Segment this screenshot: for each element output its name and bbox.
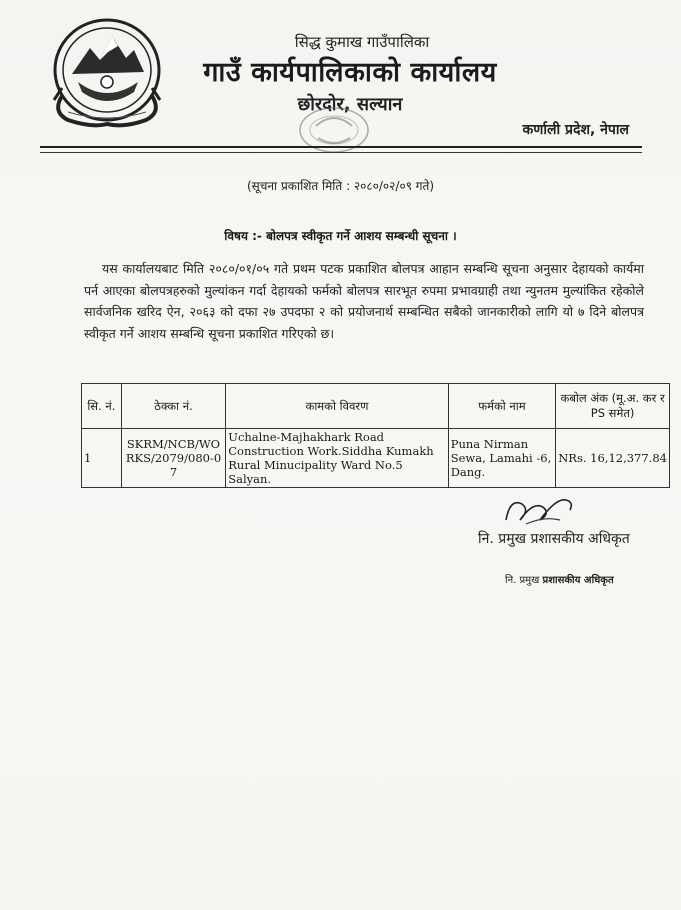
signatory-title: नि. प्रमुख प्रशासकीय अधिकृत (478, 531, 630, 547)
tender-table (81, 383, 670, 488)
office-name: गाउँ कार्यपालिकाको कार्यालय (203, 57, 497, 88)
table-row (82, 429, 670, 488)
col-header-contract-no: ठेक्का नं. (121, 384, 225, 429)
published-date: (सूचना प्रकाशित मिति : २०८०/०२/०९ गते) (246, 179, 435, 193)
header-divider-thick (40, 146, 642, 148)
cell-firm: Puna Nirman Sewa, Lamahi -6, Dang. (448, 429, 556, 488)
office-location: छोरदोर, सल्यान (297, 94, 403, 115)
col-header-amount: कबोल अंक (मू.अ. कर र PS समेत) (556, 384, 670, 429)
cell-sn: 1 (82, 429, 122, 488)
notice-body (84, 258, 644, 344)
signatory-stamp-bold: प्रशासकीय अधिकृत (542, 575, 614, 586)
col-header-sn: सि. नं. (82, 384, 122, 429)
handwritten-signature (500, 490, 580, 530)
government-emblem-icon (42, 12, 172, 132)
signatory-stamp (505, 572, 614, 586)
province-name: कर्णाली प्रदेश, नेपाल (522, 122, 629, 138)
cell-description: Uchalne-Majhakhark Road Construction Work.Siddha Kumakh Rural Minucipality Ward No.5 Salyan. (226, 429, 448, 488)
municipality-name: सिद्ध कुमाख गाउँपालिका (294, 33, 430, 51)
col-header-firm: फर्मको नाम (448, 384, 556, 429)
header-divider-thin (40, 152, 642, 153)
col-header-description: कामको विवरण (226, 384, 448, 429)
cell-amount: NRs. 16,12,377.84 (556, 429, 670, 488)
notice-subject: विषय :- बोलपत्र स्वीकृत गर्ने आशय सम्बन्धी सूचना । (224, 229, 457, 243)
table-header-row (82, 384, 670, 429)
signatory-stamp-prefix: नि. प्रमुख (505, 575, 543, 586)
notice-body-text: यस कार्यालयबाट मिति २०८०/०१/०५ गते प्रथम पटक प्रकाशित बोलपत्र आहान सम्बन्धि सूचना अनुसार देहायको कार्यमा पर्न आएका बोलपत्रहरुको मुल्यांकन गर्दा देहायको फर्मको बोलपत्र सारभूत रुपमा प्रभावग्राही तथा न्युनतम मुल्यांकित रहेकोले सार्वजनिक खरिद ऐन, २०६३ को दफा २७ उपदफा २ को प्रयोजनार्थ सम्बन्धित सबैको जानकारीको लागि यो ७ दिने बोलपत्र स्वीकृत गर्ने आशय सम्बन्धि सूचना प्रकाशित गरिएको छ। (84, 261, 644, 341)
cell-contract-no: SKRM/NCB/WORKS/2079/080-07 (121, 429, 225, 488)
